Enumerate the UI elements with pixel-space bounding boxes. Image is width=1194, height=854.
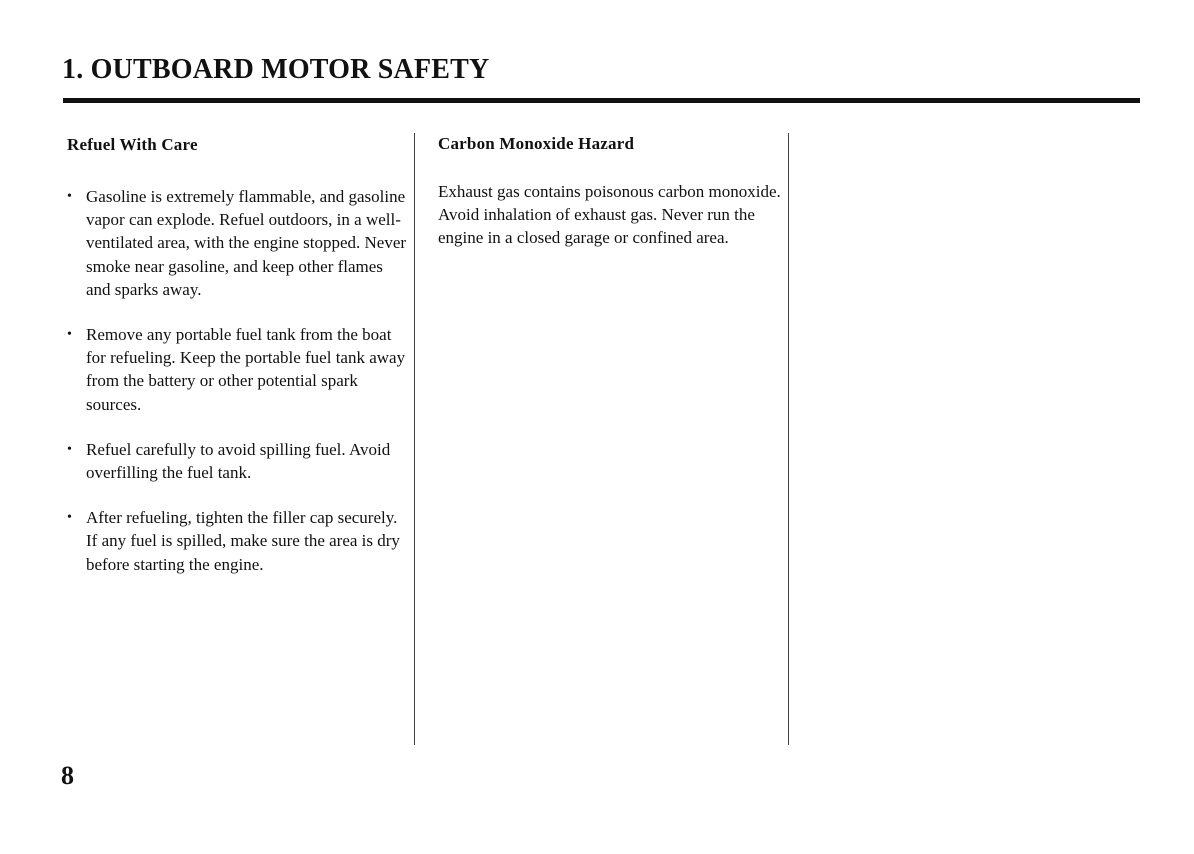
bullet-icon: •: [67, 510, 72, 526]
refuel-bullet-list: [67, 185, 407, 576]
refuel-heading: Refuel With Care: [67, 135, 198, 154]
column-divider-left: [414, 133, 415, 745]
refuel-bullet-item: [67, 506, 407, 576]
refuel-bullet-item: [67, 185, 407, 301]
refuel-section: [67, 133, 407, 598]
bullet-icon: •: [67, 441, 72, 457]
title-rule: [63, 98, 1140, 103]
page-number: 8: [61, 761, 74, 790]
carbon-monoxide-text: Exhaust gas contains poisonous carbon monoxide. Avoid inhalation of exhaust gas. Never run the engine in a closed garage or confined area.: [438, 182, 781, 248]
column-divider-right: [788, 133, 789, 745]
bullet-icon: •: [67, 327, 72, 343]
bullet-text: Remove any portable fuel tank from the boat for refueling. Keep the portable fuel tank away from the battery or other potential spark sources.: [86, 325, 406, 414]
refuel-bullet-item: [67, 438, 407, 484]
bullet-text: Gasoline is extremely flammable, and gasoline vapor can explode. Refuel outdoors, in a well-ventilated area, with the engine stopped. Never smoke near gasoline, and keep other flames and sparks away.: [86, 187, 407, 299]
bullet-icon: •: [67, 189, 72, 204]
carbon-monoxide-section: [438, 132, 783, 250]
carbon-monoxide-heading: Carbon Monoxide Hazard: [438, 134, 635, 153]
page-title: 1. OUTBOARD MOTOR SAFETY: [62, 54, 490, 85]
bullet-text: After refueling, tighten the filler cap securely. If any fuel is spilled, make sure the area is dry before starting the engine.: [86, 508, 400, 574]
refuel-bullet-item: [67, 323, 407, 416]
bullet-text: Refuel carefully to avoid spilling fuel. Avoid overfilling the fuel tank.: [86, 439, 391, 483]
